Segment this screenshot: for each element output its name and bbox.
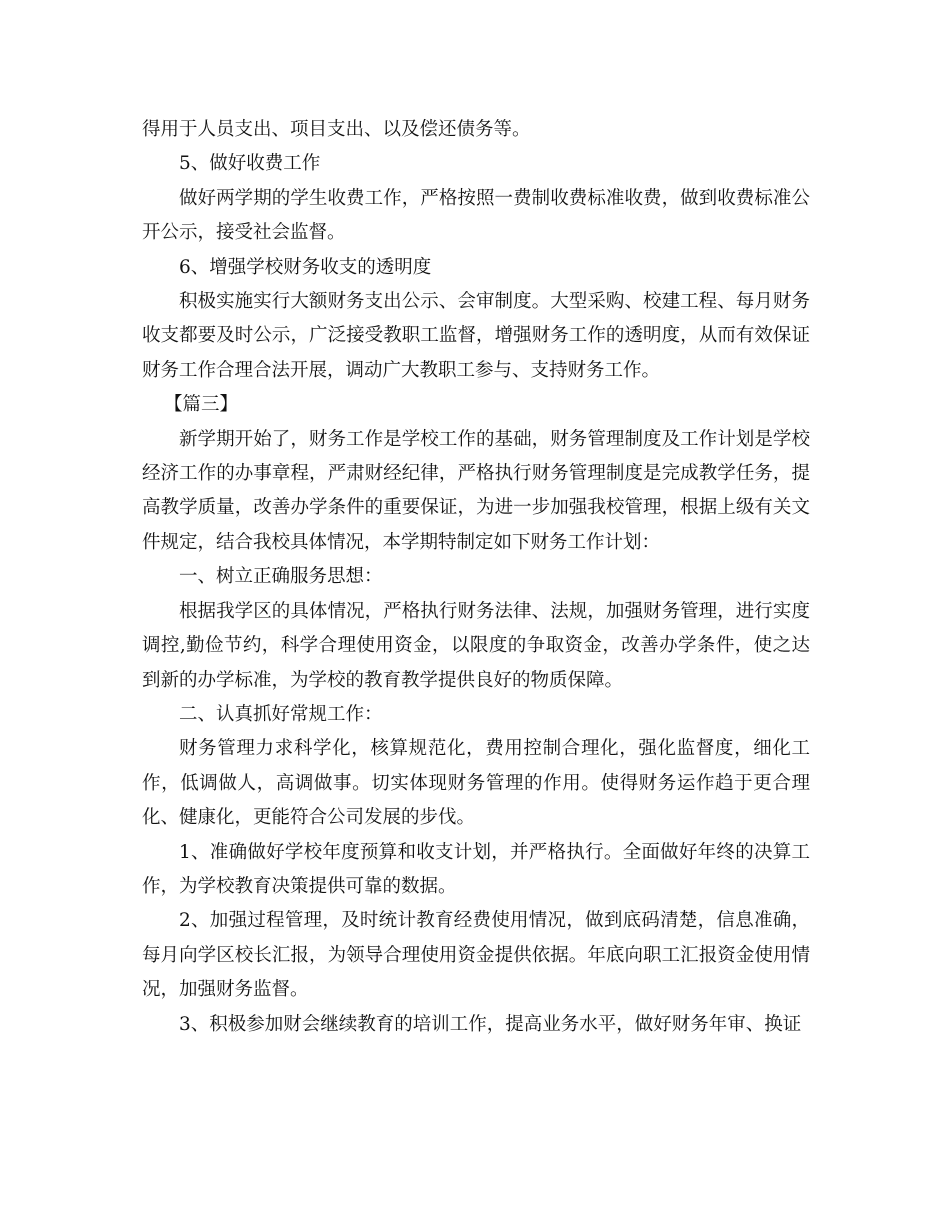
section-heading: 一、树立正确服务思想： bbox=[179, 566, 383, 588]
paragraph: 根据我学区的具体情况，严格执行财务法律、法规，加强财务管理，进行实度调控,勤俭节约，科学合理使用资金，以限度的争取资金，改善办学条件，使之达到新的办学标准，为学校的教育教学提供良好的物质保障。 bbox=[142, 600, 810, 691]
paragraph: 积极实施实行大额财务支出公示、会审制度。大型采购、校建工程、每月财务收支都要及时公示，广泛接受教职工监督，增强财务工作的透明度，从而有效保证财务工作合理合法开展，调动广大教职工参与、支持财务工作。 bbox=[142, 291, 810, 381]
section-heading: 二、认真抓好常规工作： bbox=[179, 703, 383, 725]
paragraph: 做好两学期的学生收费工作，严格按照一费制收费标准收费，做到收费标准公开公示，接受社会监督。 bbox=[142, 187, 810, 244]
document-body bbox=[142, 113, 810, 1042]
part-heading: 【篇三】 bbox=[164, 394, 239, 416]
list-item: 3、积极参加财会继续教育的培训工作，提高业务水平，做好财务年审、换证 bbox=[179, 1013, 802, 1035]
section-heading: 6、增强学校财务收支的透明度 bbox=[179, 256, 432, 278]
paragraph: 财务管理力求科学化，核算规范化，费用控制合理化，强化监督度，细化工作，低调做人，高调做事。切实体现财务管理的作用。使得财务运作趋于更合理化、健康化，更能符合公司发展的步伐。 bbox=[142, 738, 810, 829]
list-item: 2、加强过程管理，及时统计教育经费使用情况，做到底码清楚，信息准确，每月向学区校长汇报，为领导合理使用资金提供依据。年底向职工汇报资金使用情况，加强财务监督。 bbox=[142, 910, 810, 1001]
section-heading: 5、做好收费工作 bbox=[179, 153, 321, 175]
paragraph: 新学期开始了，财务工作是学校工作的基础，财务管理制度及工作计划是学校经济工作的办事章程，严肃财经纪律，严格执行财务管理制度是完成教学任务，提高教学质量，改善办学条件的重要保证，为进一步加强我校管理，根据上级有关文件规定，结合我校具体情况，本学期特制定如下财务工作计划： bbox=[142, 428, 810, 553]
list-item: 1、准确做好学校年度预算和收支计划，并严格执行。全面做好年终的决算工作，为学校教育决策提供可靠的数据。 bbox=[142, 841, 810, 897]
paragraph: 得用于人员支出、项目支出、以及偿还债务等。 bbox=[142, 119, 531, 140]
